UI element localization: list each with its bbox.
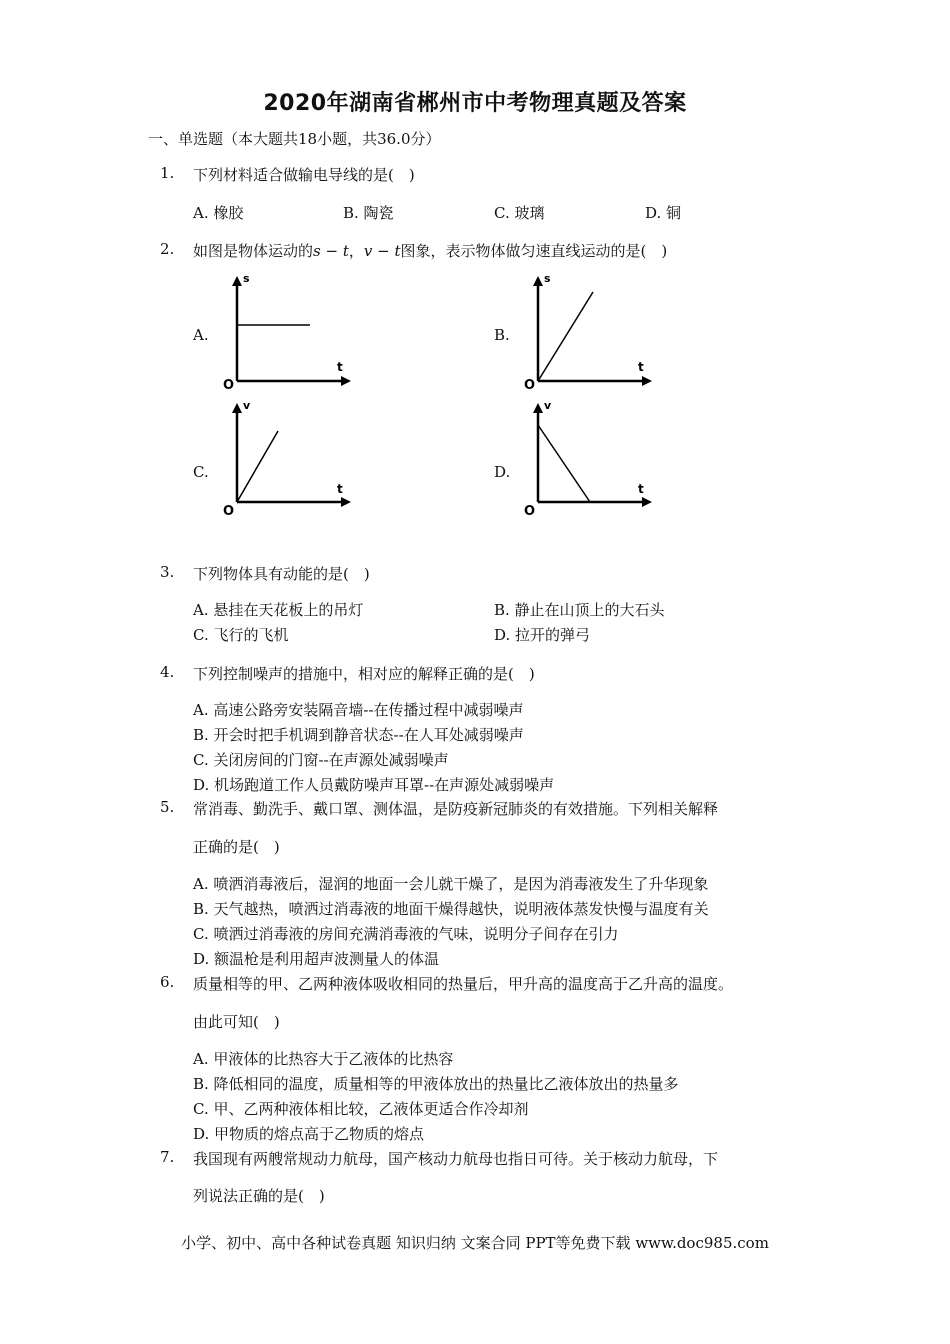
option: A. 悬挂在天花板上的吊灯 [193, 601, 364, 619]
question-number: 5. [160, 798, 175, 816]
option: A. 甲液体的比热容大于乙液体的比热容 [193, 1050, 454, 1068]
option: D. 甲物质的熔点高于乙物质的熔点 [193, 1125, 425, 1143]
question-number: 6. [160, 973, 175, 991]
axis-label-v: v [544, 399, 552, 412]
option: D. 拉开的弹弓 [494, 626, 591, 644]
option: C. 飞行的飞机 [193, 626, 289, 644]
page-title: 2020年湖南省郴州市中考物理真题及答案 [263, 91, 687, 116]
question-text: 常消毒、勤洗手、戴口罩、测体温，是防疫新冠肺炎的有效措施。下列相关解释 [193, 800, 719, 818]
graph-b [516, 268, 656, 393]
question-number: 1. [160, 164, 175, 182]
section-heading: 一、单选题（本大题共18小题，共36.0分） [148, 130, 441, 148]
option: C. 关闭房间的门窗--在声源处减弱噪声 [193, 751, 449, 769]
axis-label-v: v [243, 399, 251, 412]
question-text: 下列材料适合做输电导线的是( ) [193, 166, 415, 184]
question-text: 由此可知( ) [193, 1013, 280, 1031]
graph-label-d: D. [494, 463, 511, 481]
page-footer: 小学、初中、高中各种试卷真题 知识归纳 文案合同 PPT等免费下载 www.doc985.com [181, 1234, 769, 1252]
option: B. 开会时把手机调到静音状态--在人耳处减弱噪声 [193, 726, 524, 744]
axis-label-t: t [337, 482, 343, 496]
option: B. 降低相同的温度，质量相等的甲液体放出的热量比乙液体放出的热量多 [193, 1075, 679, 1093]
graph-a [215, 268, 355, 393]
option: B. 静止在山顶上的大石头 [494, 601, 665, 619]
option: B. 天气越热，喷洒过消毒液的地面干燥得越快，说明液体蒸发快慢与温度有关 [193, 900, 709, 918]
question-text: 列说法正确的是( ) [193, 1187, 325, 1205]
formula: s − t [313, 242, 349, 260]
question-text: 如图是物体运动的s − t，v − t图象，表示物体做匀速直线运动的是( ) [193, 242, 668, 260]
option: A. 喷洒消毒液后，湿润的地面一会儿就干燥了，是因为消毒液发生了升华现象 [193, 875, 709, 893]
graph-label-a: A. [193, 326, 209, 344]
graph-label-b: B. [494, 326, 510, 344]
option: A. 橡胶 [193, 204, 244, 222]
question-text: 正确的是( ) [193, 838, 280, 856]
graph-c [215, 395, 355, 520]
option: C. 甲、乙两种液体相比较，乙液体更适合作冷却剂 [193, 1100, 529, 1118]
axis-label-t: t [337, 360, 343, 374]
question-text: 质量相等的甲、乙两种液体吸收相同的热量后，甲升高的温度高于乙升高的温度。 [193, 975, 734, 993]
question-number: 4. [160, 663, 175, 681]
origin-label: O [223, 378, 235, 393]
question-text: 下列控制噪声的措施中，相对应的解释正确的是( ) [193, 665, 535, 683]
option: B. 陶瓷 [343, 204, 394, 222]
axis-label-s: s [243, 272, 250, 285]
formula: v − t [363, 242, 401, 260]
option: D. 机场跑道工作人员戴防噪声耳罩--在声源处减弱噪声 [193, 776, 555, 794]
graph-d [516, 395, 656, 520]
option: C. 玻璃 [494, 204, 545, 222]
axis-label-t: t [638, 360, 644, 374]
question-number: 7. [160, 1148, 175, 1166]
question-text: 我国现有两艘常规动力航母，国产核动力航母也指日可待。关于核动力航母，下 [193, 1150, 719, 1168]
option: D. 铜 [645, 204, 682, 222]
origin-label: O [223, 504, 235, 519]
origin-label: O [524, 504, 536, 519]
question-number: 3. [160, 563, 175, 581]
question-text: 下列物体具有动能的是( ) [193, 565, 370, 583]
graph-label-c: C. [193, 463, 209, 481]
option: C. 喷洒过消毒液的房间充满消毒液的气味，说明分子间存在引力 [193, 925, 619, 943]
axis-label-s: s [544, 272, 551, 285]
option: D. 额温枪是利用超声波测量人的体温 [193, 950, 440, 968]
question-number: 2. [160, 240, 175, 258]
option: A. 高速公路旁安装隔音墙--在传播过程中减弱噪声 [193, 701, 524, 719]
axis-label-t: t [638, 482, 644, 496]
origin-label: O [524, 378, 536, 393]
